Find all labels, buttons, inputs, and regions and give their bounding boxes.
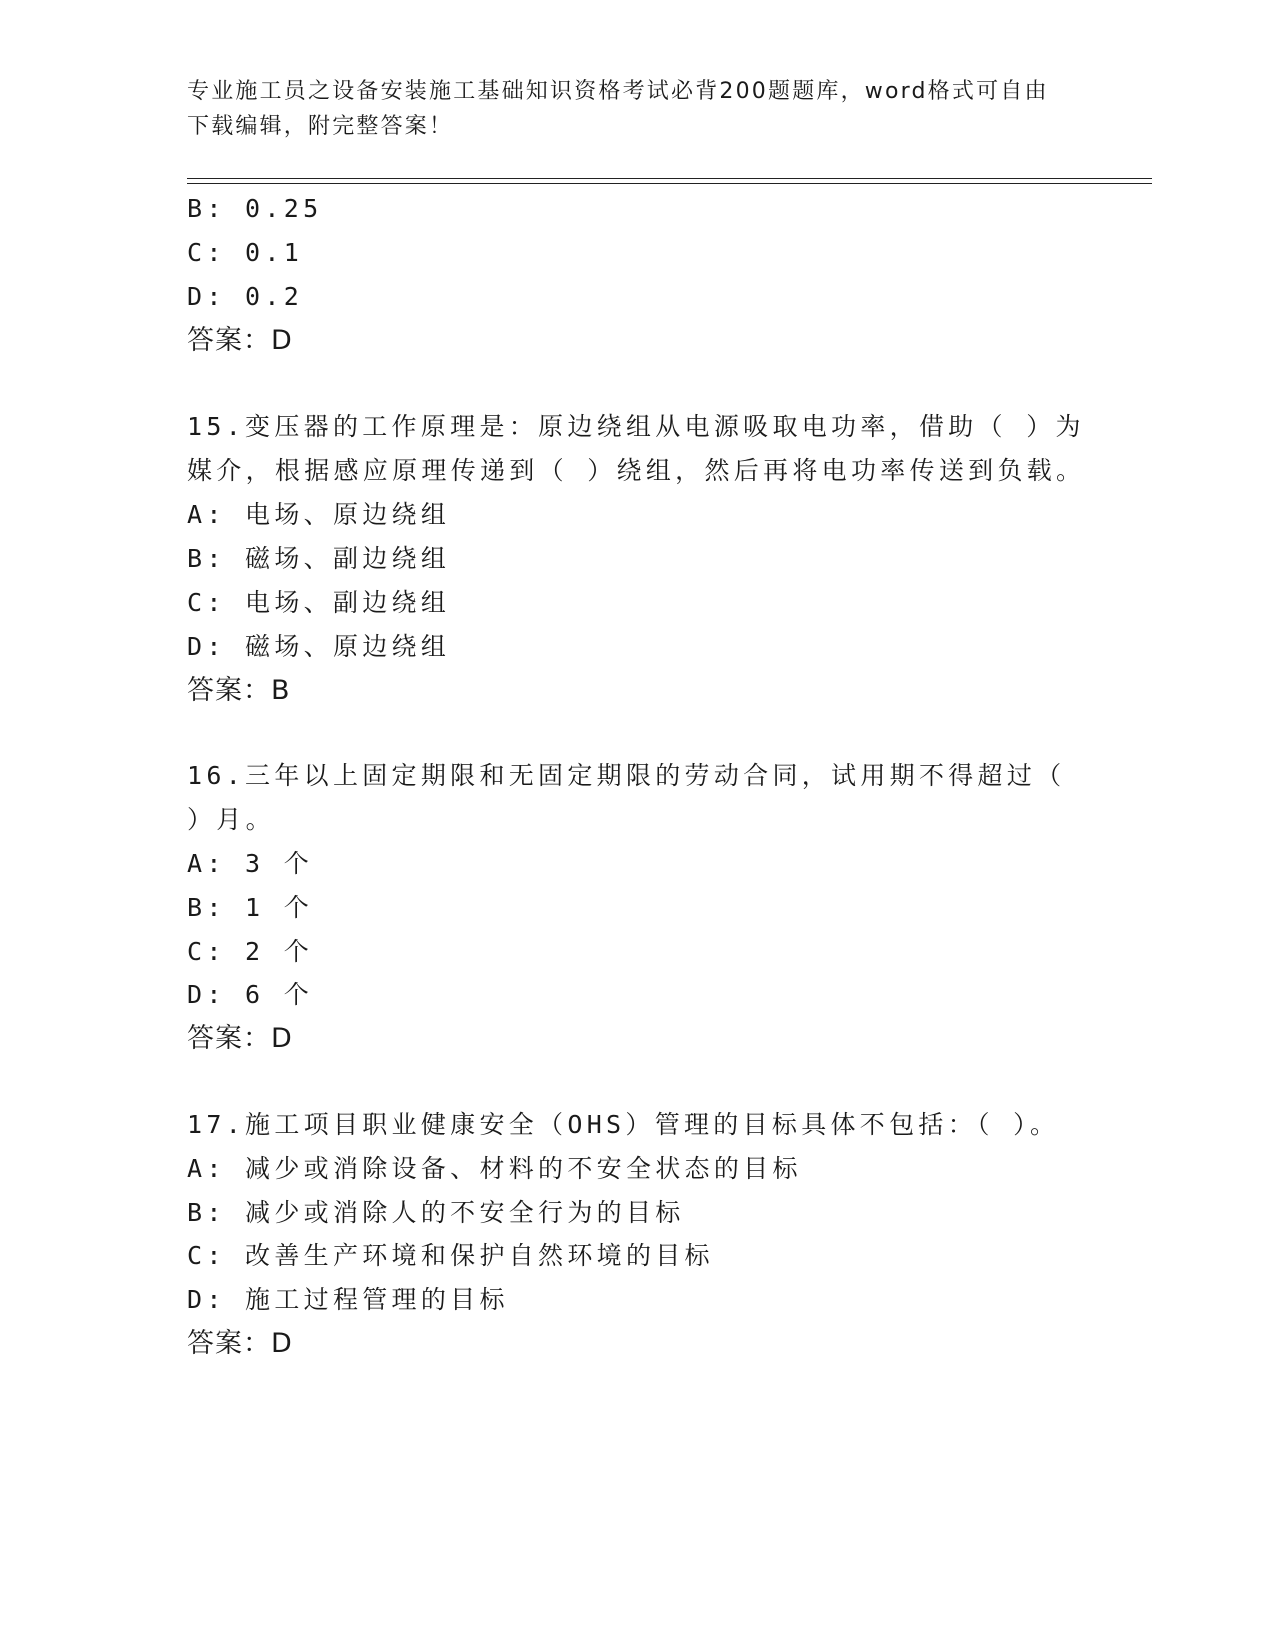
question-15-answer: 答案：B — [187, 675, 291, 706]
question-17-text-line-1: 17.施工项目职业健康安全（OHS）管理的目标具体不包括：（ ）。 — [187, 1110, 1060, 1139]
question-16-answer: 答案：D — [187, 1023, 293, 1054]
question-17-answer: 答案：D — [187, 1328, 293, 1359]
question-15-option-b: B: 磁场、副边绕组 — [187, 544, 451, 573]
option-b: B: 0.25 — [187, 194, 323, 223]
question-15-option-a: A: 电场、原边绕组 — [187, 500, 451, 529]
document-header — [187, 74, 1087, 144]
question-17-option-c: C: 改善生产环境和保护自然环境的目标 — [187, 1241, 714, 1270]
question-16-option-a: A: 3 个 — [187, 849, 314, 878]
header-line-1: 专业施工员之设备安装施工基础知识资格考试必背200题题库，word格式可自由 — [187, 79, 1049, 104]
question-17-option-b: B: 减少或消除人的不安全行为的目标 — [187, 1198, 685, 1227]
question-16-text-line-1: 16.三年以上固定期限和无固定期限的劳动合同，试用期不得超过（ — [187, 761, 1066, 790]
option-c: C: 0.1 — [187, 238, 304, 267]
question-15-text-line-2: 媒介，根据感应原理传递到（ ）绕组，然后再将电功率传送到负载。 — [187, 456, 1086, 485]
question-17-option-d: D: 施工过程管理的目标 — [187, 1285, 509, 1314]
question-15-text-line-1: 15.变压器的工作原理是：原边绕组从电源吸取电功率，借助（ ）为 — [187, 412, 1085, 441]
question-16-option-b: B: 1 个 — [187, 893, 314, 922]
question-17-option-a: A: 减少或消除设备、材料的不安全状态的目标 — [187, 1154, 802, 1183]
header-rule-bottom — [187, 183, 1152, 184]
question-15-option-c: C: 电场、副边绕组 — [187, 588, 451, 617]
question-15-option-d: D: 磁场、原边绕组 — [187, 632, 451, 661]
option-d: D: 0.2 — [187, 282, 304, 311]
answer: 答案：D — [187, 325, 293, 356]
question-16-option-d: D: 6 个 — [187, 980, 314, 1009]
header-line-2: 下载编辑，附完整答案！ — [187, 114, 454, 139]
question-16-option-c: C: 2 个 — [187, 937, 314, 966]
header-rule-top — [187, 178, 1152, 179]
question-16-text-line-2: ）月。 — [187, 805, 275, 834]
